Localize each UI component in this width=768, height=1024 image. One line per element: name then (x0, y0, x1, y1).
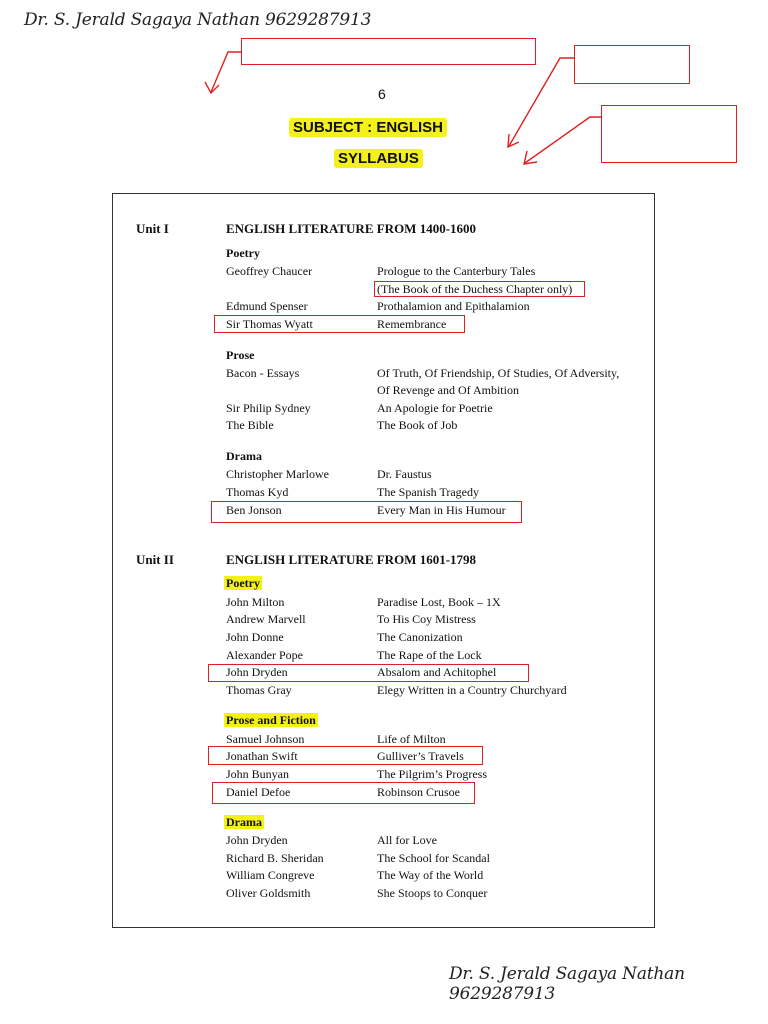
unit2-drama-author: William Congreve (226, 868, 315, 882)
highlight-box-dryden (208, 664, 529, 682)
unit2-prose-author: John Bunyan (226, 767, 289, 781)
subject-heading: SUBJECT : ENGLISH (289, 118, 447, 137)
unit1-poetry-author: Sir Thomas Wyatt (226, 317, 313, 331)
highlight-box-duchess (374, 281, 585, 297)
unit1-drama-author: Christopher Marlowe (226, 467, 329, 481)
unit2-poetry-author: John Milton (226, 595, 285, 609)
unit2-poetry-work: Absalom and Achitophel (377, 665, 497, 679)
unit1-label: Unit I (136, 221, 169, 236)
unit1-poetry-work: (The Book of the Duchess Chapter only) (377, 282, 573, 296)
unit1-drama-heading: Drama (226, 449, 262, 463)
unit2-poetry-author: Thomas Gray (226, 683, 292, 697)
unit1-prose-work: An Apologie for Poetrie (377, 401, 493, 415)
unit2-prose-work: Gulliver’s Travels (377, 749, 464, 763)
highlight-box-swift (208, 746, 483, 765)
unit2-drama-work: All for Love (377, 833, 437, 847)
unit1-poetry-work: Prologue to the Canterbury Tales (377, 264, 536, 278)
unit2-poetry-author: John Donne (226, 630, 284, 644)
signature-top: Dr. S. Jerald Sagaya Nathan 9629287913 (24, 10, 372, 30)
unit1-drama-work: Dr. Faustus (377, 467, 432, 481)
unit1-drama-work: Every Man in His Humour (377, 503, 506, 517)
unit2-drama-heading: Drama (226, 815, 262, 829)
unit2-label: Unit II (136, 552, 174, 567)
unit2-poetry-author: Alexander Pope (226, 648, 303, 662)
unit1-poetry-work: Prothalamion and Epithalamion (377, 299, 530, 313)
unit2-poetry-work: Elegy Written in a Country Churchyard (377, 683, 567, 697)
unit1-drama-author: Thomas Kyd (226, 485, 289, 499)
unit1-prose-author: Sir Philip Sydney (226, 401, 311, 415)
unit2-drama-work: The Way of the World (377, 868, 484, 882)
unit2-drama-author: Richard B. Sheridan (226, 851, 324, 865)
unit2-poetry-work: To His Coy Mistress (377, 612, 476, 626)
highlight-box-jonson (211, 501, 522, 523)
unit1-drama-work: The Spanish Tragedy (377, 485, 479, 499)
unit2-drama-author: John Dryden (226, 833, 288, 847)
unit1-poetry-work: Remembrance (377, 317, 447, 331)
unit2-prose-work: Life of Milton (377, 732, 446, 746)
page-number: 6 (378, 86, 386, 102)
unit1-prose-work: Of Revenge and Of Ambition (377, 383, 519, 397)
unit1-poetry-author: Edmund Spenser (226, 299, 308, 313)
unit2-poetry-work: The Rape of the Lock (377, 648, 482, 662)
unit1-prose-work: Of Truth, Of Friendship, Of Studies, Of Adversity, (377, 366, 620, 380)
unit2-prose-author: Daniel Defoe (226, 785, 291, 799)
unit2-title: ENGLISH LITERATURE FROM 1601-1798 (226, 552, 477, 567)
unit1-poetry-heading: Poetry (226, 246, 260, 260)
syllabus-heading: SYLLABUS (334, 149, 423, 168)
signature-bottom: Dr. S. Jerald Sagaya Nathan 9629287913 (449, 964, 685, 1004)
unit2-prose-heading: Prose and Fiction (226, 713, 316, 727)
highlight-box-wyatt (214, 315, 465, 333)
unit2-prose-author: Samuel Johnson (226, 732, 305, 746)
unit1-prose-heading: Prose (226, 348, 255, 362)
unit1-title: ENGLISH LITERATURE FROM 1400-1600 (226, 221, 477, 236)
unit1-prose-author: Bacon - Essays (226, 366, 300, 380)
unit2-drama-work: She Stoops to Conquer (377, 886, 488, 900)
unit1-prose-author: The Bible (226, 418, 274, 432)
unit2-prose-work: Robinson Crusoe (377, 785, 461, 799)
unit2-prose-work: The Pilgrim’s Progress (377, 767, 487, 781)
unit2-poetry-author: Andrew Marvell (226, 612, 306, 626)
unit1-prose-work: The Book of Job (377, 418, 458, 432)
unit2-poetry-work: The Canonization (377, 630, 463, 644)
unit2-prose-author: Jonathan Swift (226, 749, 298, 763)
highlight-box-defoe (212, 782, 475, 804)
unit1-poetry-author: Geoffrey Chaucer (226, 264, 313, 278)
unit2-poetry-heading: Poetry (226, 576, 260, 590)
unit2-drama-work: The School for Scandal (377, 851, 490, 865)
unit1-drama-author: Ben Jonson (226, 503, 282, 517)
unit2-drama-author: Oliver Goldsmith (226, 886, 311, 900)
unit2-poetry-work: Paradise Lost, Book – 1X (377, 595, 501, 609)
unit2-poetry-author: John Dryden (226, 665, 288, 679)
